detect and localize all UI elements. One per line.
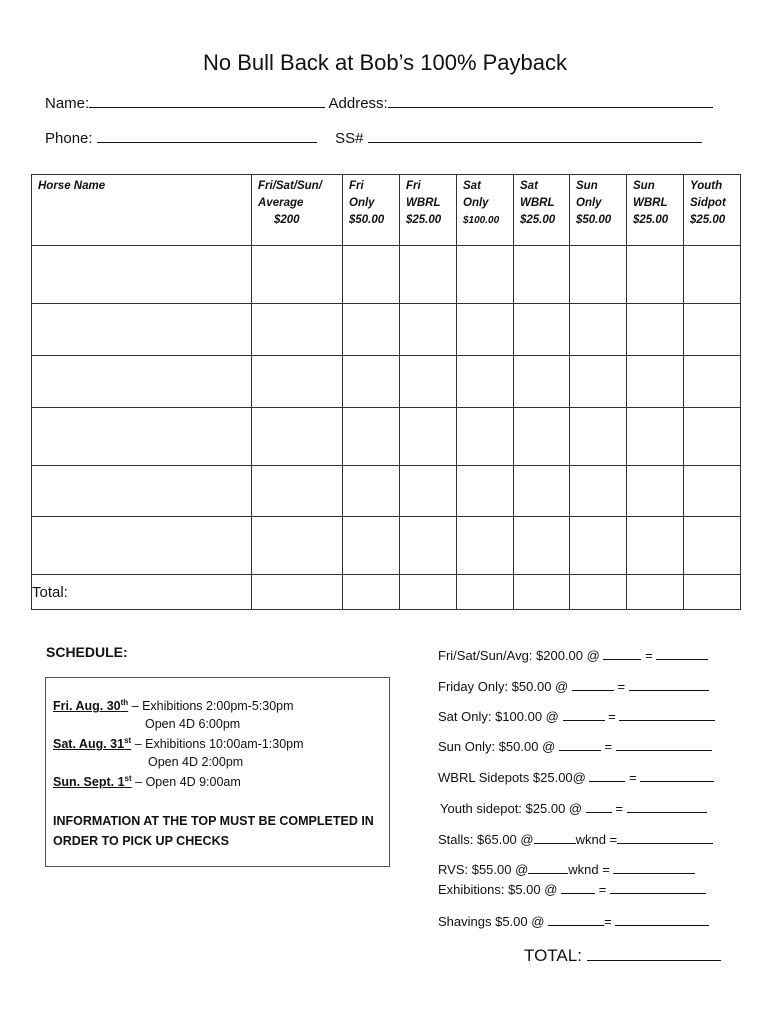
fee-shavings: Shavings $5.00 @ = bbox=[438, 913, 709, 929]
ss-label: SS# bbox=[335, 130, 364, 147]
table-cell[interactable] bbox=[252, 246, 343, 304]
address-field[interactable] bbox=[388, 93, 713, 108]
col-fri-sat-sun-average: Fri/Sat/Sun/ Average $200 bbox=[252, 175, 343, 246]
grand-total bbox=[524, 944, 721, 966]
table-cell[interactable] bbox=[32, 408, 252, 466]
table-cell[interactable] bbox=[252, 304, 343, 356]
table-cell[interactable] bbox=[570, 466, 627, 517]
table-cell[interactable] bbox=[343, 517, 400, 575]
table-cell[interactable] bbox=[684, 466, 741, 517]
col-sun-only: Sun Only $50.00 bbox=[570, 175, 627, 246]
col-fri-only: Fri Only $50.00 bbox=[343, 175, 400, 246]
name-address-row bbox=[45, 93, 713, 112]
table-header-row bbox=[32, 175, 741, 246]
fee-rvs: RVS: $55.00 @ wknd = bbox=[438, 861, 695, 877]
table-cell[interactable] bbox=[32, 246, 252, 304]
completion-notice: INFORMATION AT THE TOP MUST BE COMPLETED IN ORDER TO PICK UP CHECKS bbox=[53, 814, 374, 848]
form-title: No Bull Back at Bob’s 100% Payback bbox=[202, 50, 568, 75]
table-cell[interactable] bbox=[32, 517, 252, 575]
table-cell[interactable] bbox=[627, 575, 684, 610]
table-cell[interactable] bbox=[343, 356, 400, 408]
phone-field[interactable] bbox=[97, 128, 317, 143]
table-cell[interactable] bbox=[684, 246, 741, 304]
table-cell[interactable] bbox=[457, 575, 514, 610]
table-cell[interactable] bbox=[343, 466, 400, 517]
table-cell[interactable] bbox=[570, 304, 627, 356]
table-cell[interactable] bbox=[570, 575, 627, 610]
table-row bbox=[32, 408, 741, 466]
col-fri-wbrl: Fri WBRL $25.00 bbox=[400, 175, 457, 246]
table-cell[interactable] bbox=[627, 517, 684, 575]
fee-youth-sidepot: Youth sidepot: $25.00 @ = bbox=[440, 800, 707, 816]
table-cell[interactable] bbox=[514, 246, 570, 304]
grand-total-field[interactable] bbox=[587, 944, 721, 961]
table-cell[interactable] bbox=[343, 408, 400, 466]
table-cell[interactable] bbox=[343, 575, 400, 610]
schedule-box bbox=[45, 677, 390, 867]
table-cell[interactable] bbox=[457, 466, 514, 517]
table-cell[interactable] bbox=[627, 304, 684, 356]
col-youth-sidpot: Youth Sidpot $25.00 bbox=[684, 175, 741, 246]
fee-wbrl-sidepots: WBRL Sidepots $25.00@ = bbox=[438, 769, 714, 785]
table-cell[interactable] bbox=[32, 466, 252, 517]
table-cell[interactable] bbox=[514, 575, 570, 610]
schedule-title: SCHEDULE: bbox=[46, 644, 128, 660]
table-cell[interactable] bbox=[570, 517, 627, 575]
table-cell[interactable] bbox=[570, 356, 627, 408]
table-cell[interactable] bbox=[343, 246, 400, 304]
table-cell[interactable] bbox=[514, 408, 570, 466]
table-cell[interactable] bbox=[32, 356, 252, 408]
table-cell[interactable] bbox=[627, 246, 684, 304]
entries-table bbox=[31, 174, 741, 610]
schedule-fri: Fri. Aug. 30th – Exhibitions 2:00pm-5:30pm bbox=[53, 698, 294, 714]
table-cell[interactable] bbox=[400, 246, 457, 304]
table-row bbox=[32, 356, 741, 408]
table-cell[interactable] bbox=[252, 356, 343, 408]
col-sat-only: Sat Only $100.00 bbox=[457, 175, 514, 246]
table-cell[interactable] bbox=[627, 356, 684, 408]
table-cell[interactable] bbox=[343, 304, 400, 356]
table-cell[interactable] bbox=[400, 304, 457, 356]
table-row bbox=[32, 246, 741, 304]
schedule-sat-open: Open 4D 2:00pm bbox=[148, 755, 244, 769]
table-cell[interactable] bbox=[514, 466, 570, 517]
total-label: Total: bbox=[32, 575, 252, 610]
table-cell[interactable] bbox=[400, 408, 457, 466]
table-row bbox=[32, 517, 741, 575]
fee-sat-only: Sat Only: $100.00 @ = bbox=[438, 708, 715, 724]
fee-stalls: Stalls: $65.00 @ wknd = bbox=[438, 831, 713, 847]
fee-fri-sat-sun-avg: Fri/Sat/Sun/Avg: $200.00 @ = bbox=[438, 647, 708, 663]
table-cell[interactable] bbox=[457, 517, 514, 575]
col-sun-wbrl: Sun WBRL $25.00 bbox=[627, 175, 684, 246]
name-label: Name: bbox=[45, 95, 90, 112]
table-cell[interactable] bbox=[400, 466, 457, 517]
table-cell[interactable] bbox=[627, 466, 684, 517]
table-row bbox=[32, 304, 741, 356]
address-label: Address: bbox=[328, 95, 388, 112]
col-sat-wbrl: Sat WBRL $25.00 bbox=[514, 175, 570, 246]
schedule-fri-open: Open 4D 6:00pm bbox=[145, 717, 241, 731]
phone-ss-row bbox=[45, 128, 702, 147]
table-row bbox=[32, 466, 741, 517]
table-cell[interactable] bbox=[684, 517, 741, 575]
fee-exhibitions: Exhibitions: $5.00 @ = bbox=[438, 881, 706, 897]
grand-total-label: TOTAL: bbox=[524, 946, 582, 965]
table-cell[interactable] bbox=[684, 356, 741, 408]
fee-sun-only: Sun Only: $50.00 @ = bbox=[438, 738, 712, 754]
table-cell[interactable] bbox=[252, 408, 343, 466]
table-cell[interactable] bbox=[400, 356, 457, 408]
table-cell[interactable] bbox=[32, 304, 252, 356]
table-cell[interactable] bbox=[684, 304, 741, 356]
table-cell[interactable] bbox=[457, 304, 514, 356]
phone-label: Phone: bbox=[45, 130, 93, 147]
table-cell[interactable] bbox=[514, 517, 570, 575]
table-cell[interactable] bbox=[684, 408, 741, 466]
name-field[interactable] bbox=[89, 93, 325, 108]
table-cell[interactable] bbox=[400, 575, 457, 610]
table-cell[interactable] bbox=[252, 466, 343, 517]
table-cell[interactable] bbox=[400, 517, 457, 575]
table-cell[interactable] bbox=[684, 575, 741, 610]
table-cell[interactable] bbox=[457, 408, 514, 466]
table-cell[interactable] bbox=[252, 575, 343, 610]
table-cell[interactable] bbox=[570, 408, 627, 466]
table-cell[interactable] bbox=[514, 356, 570, 408]
col-horse-name: Horse Name bbox=[32, 175, 252, 246]
table-cell[interactable] bbox=[627, 408, 684, 466]
schedule-sun: Sun. Sept. 1st – Open 4D 9:00am bbox=[53, 774, 241, 790]
ss-field[interactable] bbox=[368, 128, 702, 143]
total-row bbox=[32, 575, 741, 610]
fee-friday-only: Friday Only: $50.00 @ = bbox=[438, 678, 709, 694]
table-cell[interactable] bbox=[570, 246, 627, 304]
table-cell[interactable] bbox=[514, 304, 570, 356]
table-cell[interactable] bbox=[457, 246, 514, 304]
schedule-sat: Sat. Aug. 31st – Exhibitions 10:00am-1:30pm bbox=[53, 736, 304, 752]
table-cell[interactable] bbox=[457, 356, 514, 408]
table-cell[interactable] bbox=[252, 517, 343, 575]
